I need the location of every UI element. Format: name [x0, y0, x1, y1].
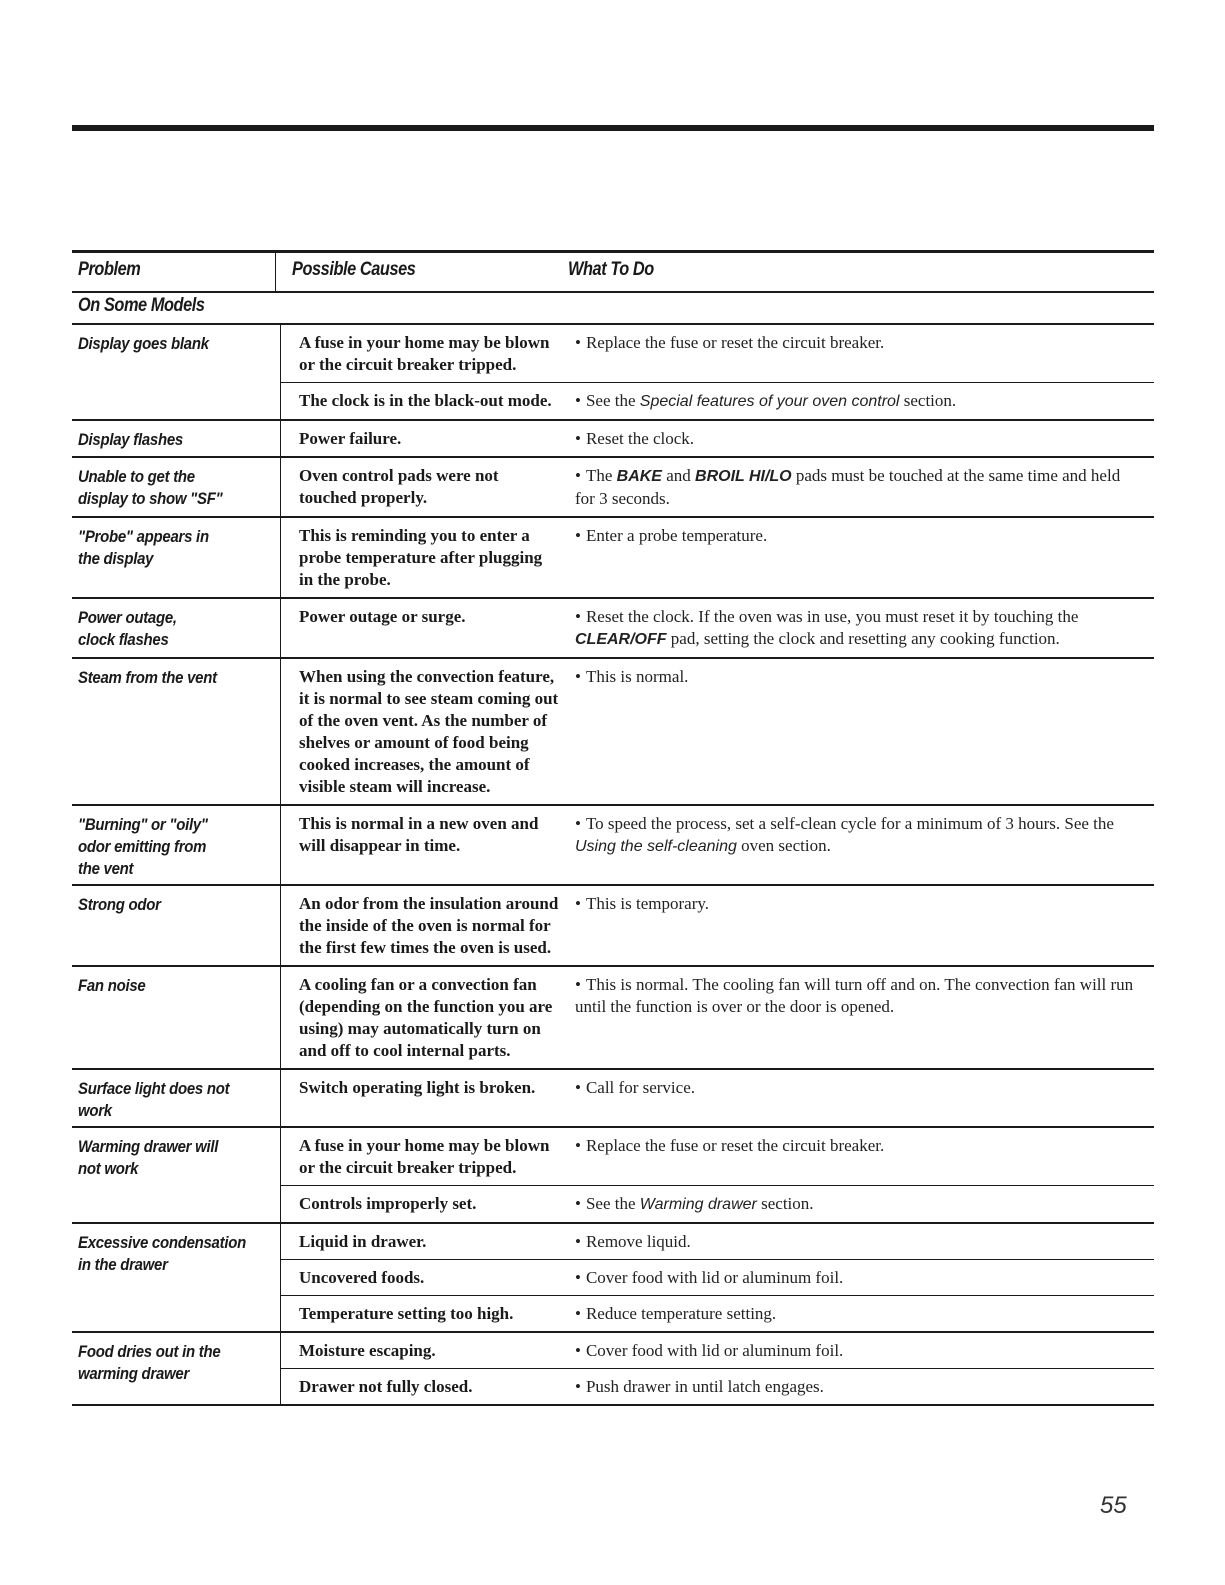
- section-title: On Some Models: [72, 293, 1154, 325]
- possible-cause: The clock is in the black-out mode.: [299, 391, 552, 410]
- possible-cause: Uncovered foods.: [299, 1268, 425, 1287]
- cause-remedy-pair: [281, 967, 1154, 1068]
- problem-cell: [72, 659, 281, 804]
- problem-text: not work: [78, 1159, 139, 1178]
- remedy-text: oven section.: [736, 836, 831, 855]
- problem-cell: [72, 599, 281, 657]
- possible-cause: A cooling fan or a convection fan (depending on the function you are using) may automatically turn on and off to cool internal parts.: [299, 975, 553, 1060]
- possible-cause: A fuse in your home may be blown or the circuit breaker tripped.: [299, 1136, 550, 1177]
- what-to-do: [559, 806, 1154, 864]
- problem-cell: [72, 967, 281, 1068]
- problem-text: Surface light does not: [78, 1079, 230, 1098]
- what-to-do: [559, 325, 1154, 382]
- problem-cell: [72, 458, 281, 516]
- possible-cause: Temperature setting too high.: [299, 1304, 514, 1323]
- cause-remedy-pair: [281, 659, 1154, 804]
- remedy-text: Push drawer in until latch engages.: [585, 1377, 824, 1396]
- header-todo: What To Do: [568, 259, 654, 280]
- table-row: [72, 1224, 1154, 1333]
- table-row: [72, 518, 1154, 599]
- problem-text: Power outage,: [78, 608, 177, 627]
- problem-text: Display flashes: [78, 430, 183, 449]
- remedy-text: Replace the fuse or reset the circuit breaker.: [585, 1136, 885, 1155]
- cause-remedy-pair: [281, 1333, 1154, 1368]
- section-reference: Special features of your oven control: [639, 393, 900, 410]
- possible-cause: Moisture escaping.: [299, 1341, 436, 1360]
- table-row: [72, 806, 1154, 886]
- section-reference: Warming drawer: [639, 1196, 757, 1213]
- cause-remedy-pair: [281, 458, 1154, 516]
- cause-remedy-pair: [281, 518, 1154, 597]
- what-to-do: [559, 1186, 1154, 1222]
- what-to-do: [559, 967, 1154, 1068]
- table-row: [72, 659, 1154, 806]
- bullet: •: [575, 429, 581, 448]
- bullet: •: [575, 1304, 581, 1323]
- header-problem: Problem: [78, 259, 141, 280]
- remedy-text: and: [661, 466, 696, 485]
- bullet: •: [575, 1341, 581, 1360]
- table-row: [72, 1333, 1154, 1406]
- what-to-do: [559, 1128, 1154, 1185]
- problem-cell: [72, 1224, 281, 1331]
- bullet: •: [575, 894, 581, 913]
- remedy-text: Reduce temperature setting.: [585, 1304, 777, 1323]
- bullet: •: [575, 975, 581, 994]
- problem-text: the display: [78, 549, 154, 568]
- pad-name: BAKE: [616, 468, 662, 485]
- what-to-do: [559, 886, 1154, 965]
- pad-name: BROIL HI/LO: [695, 468, 792, 485]
- problem-text: work: [78, 1101, 112, 1120]
- troubleshooting-table: [72, 250, 1154, 1406]
- cause-remedy-pair: [281, 1224, 1154, 1259]
- problem-cell: [72, 1070, 281, 1126]
- problem-text: "Probe" appears in: [78, 527, 209, 546]
- what-to-do: [559, 1070, 1154, 1105]
- bullet: •: [575, 466, 581, 485]
- table-row: [72, 325, 1154, 421]
- problem-text: in the drawer: [78, 1255, 168, 1274]
- page-number: 55: [1100, 1492, 1127, 1519]
- bullet: •: [575, 526, 581, 545]
- what-to-do: [559, 1333, 1154, 1368]
- bullet: •: [575, 1136, 581, 1155]
- remedy-text: Cover food with lid or aluminum foil.: [585, 1268, 844, 1287]
- bullet: •: [575, 814, 581, 833]
- problem-text: warming drawer: [78, 1364, 190, 1383]
- what-to-do: [559, 458, 1154, 516]
- problem-cell: [72, 421, 281, 456]
- cause-remedy-pair: [281, 1185, 1154, 1222]
- cause-remedy-pair: [281, 806, 1154, 864]
- possible-cause: Drawer not fully closed.: [299, 1377, 473, 1396]
- remedy-text: section.: [756, 1194, 814, 1213]
- possible-cause: An odor from the insulation around the inside of the oven is normal for the first few times the oven is used.: [299, 894, 559, 957]
- bullet: •: [575, 1194, 581, 1213]
- remedy-text: Enter a probe temperature.: [585, 526, 768, 545]
- remedy-text: See the: [585, 391, 640, 410]
- table-row: [72, 967, 1154, 1070]
- problem-cell: [72, 1333, 281, 1404]
- bullet: •: [575, 1377, 581, 1396]
- possible-cause: Power outage or surge.: [299, 607, 466, 626]
- problem-text: Display goes blank: [78, 334, 209, 353]
- possible-cause: A fuse in your home may be blown or the circuit breaker tripped.: [299, 333, 550, 374]
- bullet: •: [575, 1232, 581, 1251]
- bullet: •: [575, 607, 581, 626]
- problem-text: Unable to get the: [78, 467, 195, 486]
- table-row: [72, 421, 1154, 458]
- remedy-text: pads must be touched at the same time and held for 3 seconds.: [575, 466, 1121, 508]
- possible-cause: Power failure.: [299, 429, 402, 448]
- what-to-do: [559, 1369, 1154, 1404]
- possible-cause: Liquid in drawer.: [299, 1232, 427, 1251]
- problem-text: display to show "SF": [78, 489, 223, 508]
- possible-cause: Controls improperly set.: [299, 1194, 477, 1213]
- bullet: •: [575, 1268, 581, 1287]
- cause-remedy-pair: [281, 325, 1154, 382]
- problem-cell: [72, 518, 281, 597]
- remedy-text: Reset the clock. If the oven was in use, you must reset it by touching the: [585, 607, 1079, 626]
- table-row: [72, 1070, 1154, 1128]
- problem-text: Fan noise: [78, 976, 146, 995]
- bullet: •: [575, 667, 581, 686]
- bullet: •: [575, 391, 581, 410]
- problem-cell: [72, 886, 281, 965]
- section-reference: Using the self-cleaning: [575, 838, 737, 855]
- remedy-text: Remove liquid.: [585, 1232, 691, 1251]
- bullet: •: [575, 333, 581, 352]
- remedy-text: This is normal.: [585, 667, 689, 686]
- remedy-text: This is temporary.: [585, 894, 710, 913]
- problem-text: clock flashes: [78, 630, 169, 649]
- problem-text: Food dries out in the: [78, 1342, 221, 1361]
- table-row: [72, 599, 1154, 659]
- problem-text: Strong odor: [78, 895, 161, 914]
- cause-remedy-pair: [281, 1295, 1154, 1331]
- remedy-text: The: [585, 466, 617, 485]
- cause-remedy-pair: [281, 599, 1154, 657]
- remedy-text: Replace the fuse or reset the circuit breaker.: [585, 333, 885, 352]
- what-to-do: [559, 599, 1154, 657]
- problem-cell: [72, 325, 281, 419]
- pad-name: CLEAR/OFF: [575, 631, 667, 648]
- what-to-do: [559, 1260, 1154, 1295]
- what-to-do: [559, 1296, 1154, 1331]
- what-to-do: [559, 1224, 1154, 1259]
- cause-remedy-pair: [281, 1128, 1154, 1185]
- possible-cause: Oven control pads were not touched properly.: [299, 466, 499, 507]
- problem-text: "Burning" or "oily": [78, 815, 208, 834]
- problem-cell: [72, 1128, 281, 1222]
- remedy-text: Cover food with lid or aluminum foil.: [585, 1341, 844, 1360]
- table-row: [72, 458, 1154, 518]
- cause-remedy-pair: [281, 421, 1154, 456]
- remedy-text: This is normal. The cooling fan will turn off and on. The convection fan will run until the function is over or the door is opened.: [575, 975, 1134, 1016]
- possible-cause: When using the convection feature, it is normal to see steam coming out of the oven vent. As the number of shelves or amount of food being cooked increases, the amount of visible steam will increase.: [299, 667, 559, 796]
- problem-text: the vent: [78, 859, 134, 878]
- what-to-do: [559, 518, 1154, 597]
- header-causes: Possible Causes: [292, 259, 416, 280]
- problem-text: Excessive condensation: [78, 1233, 246, 1252]
- top-rule: [72, 125, 1154, 131]
- problem-cell: [72, 806, 281, 884]
- what-to-do: [559, 659, 1154, 804]
- remedy-text: Call for service.: [585, 1078, 695, 1097]
- cause-remedy-pair: [281, 1070, 1154, 1105]
- what-to-do: [559, 421, 1154, 456]
- table-row: [72, 886, 1154, 967]
- cause-remedy-pair: [281, 382, 1154, 419]
- possible-cause: This is reminding you to enter a probe temperature after plugging in the probe.: [299, 526, 543, 589]
- problem-text: Steam from the vent: [78, 668, 217, 687]
- remedy-text: To speed the process, set a self-clean cycle for a minimum of 3 hours. See the: [585, 814, 1114, 833]
- possible-cause: Switch operating light is broken.: [299, 1078, 536, 1097]
- table-body: [72, 325, 1154, 1406]
- remedy-text: Reset the clock.: [585, 429, 695, 448]
- remedy-text: pad, setting the clock and resetting any cooking function.: [666, 629, 1060, 648]
- problem-text: odor emitting from: [78, 837, 207, 856]
- problem-text: Warming drawer will: [78, 1137, 219, 1156]
- table-row: [72, 1128, 1154, 1224]
- cause-remedy-pair: [281, 886, 1154, 965]
- possible-cause: This is normal in a new oven and will disappear in time.: [299, 814, 539, 855]
- remedy-text: See the: [585, 1194, 640, 1213]
- bullet: •: [575, 1078, 581, 1097]
- what-to-do: [559, 383, 1154, 419]
- table-header: [72, 250, 1154, 293]
- cause-remedy-pair: [281, 1259, 1154, 1295]
- remedy-text: section.: [899, 391, 957, 410]
- cause-remedy-pair: [281, 1368, 1154, 1404]
